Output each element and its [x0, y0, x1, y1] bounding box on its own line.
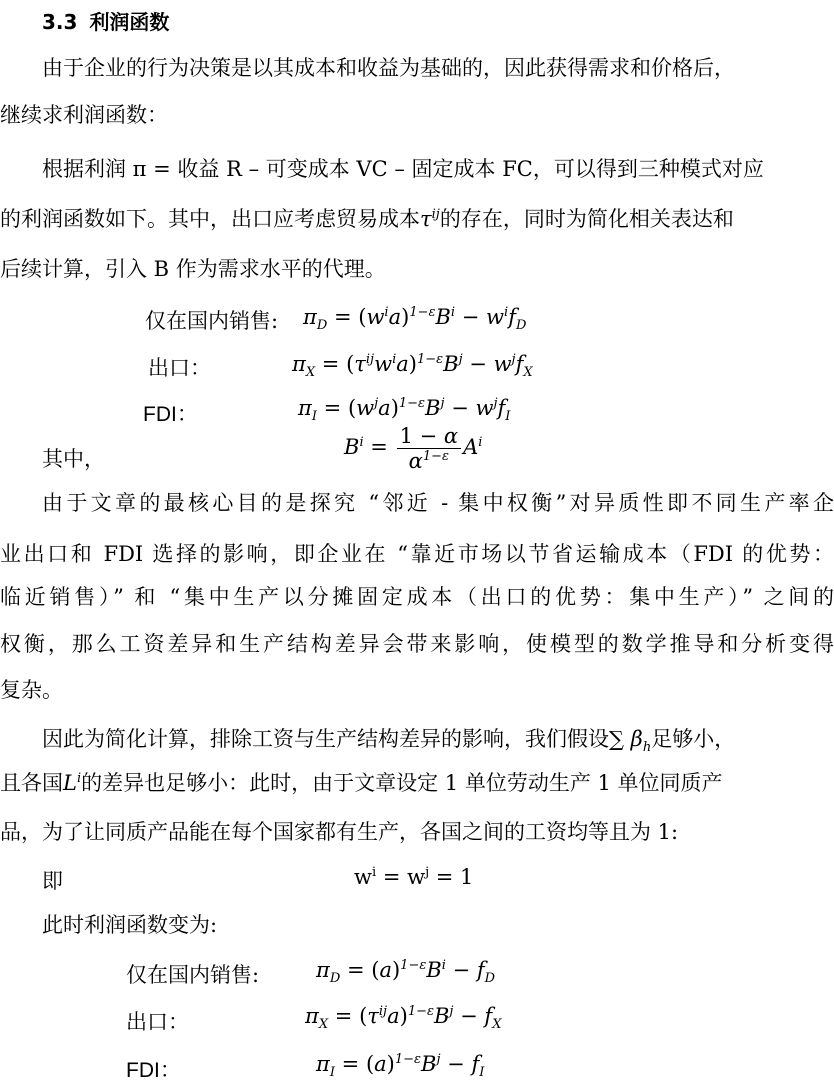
equation-label-fdi-2: FDI： — [126, 1059, 181, 1082]
section-heading — [42, 6, 169, 35]
paragraph-line: 临近销售）” 和 “集中生产以分摊固定成本（出口的优势：集中生产）” 之间的 — [0, 585, 834, 609]
paragraph-line — [0, 769, 834, 797]
equation-label-domestic: 仅在国内销售: — [145, 309, 279, 333]
equation-label-export: 出口： — [148, 356, 211, 380]
paragraph-line: 根据利润 π = 收益 R – 可变成本 VC – 固定成本 FC，可以得到三种模式对应 — [42, 157, 764, 181]
equation-export-2: $\pi_X = (\tau^{ij}a)^{1-\varepsilon}B^j - f_X$ — [305, 1004, 502, 1033]
paragraph-line: 复杂。 — [0, 678, 63, 702]
equation-wage: $w^i = w^j = 1$ — [354, 865, 474, 889]
text-segment: 的存在，同时为简化相关表达和 — [439, 207, 734, 231]
paragraph-line — [0, 725, 834, 756]
text-segment: 的差异也足够小：此时，由于文章设定 1 单位劳动生产 1 单位同质产 — [81, 771, 723, 795]
tau-symbol: $\tau^{ij}$ — [420, 207, 440, 231]
paragraph-line: 继续求利润函数： — [0, 103, 168, 127]
text-segment: 因此为简化计算，排除工资与生产结构差异的影响，我们假设 — [42, 727, 609, 751]
equation-label-export-2: 出口： — [126, 1010, 189, 1034]
ji-label: 即 — [42, 869, 63, 893]
equation-label-fdi: FDI： — [143, 403, 198, 426]
section-number: 3.3 — [42, 10, 78, 34]
l-i-symbol: $L^i$ — [63, 771, 82, 795]
paragraph-line: 后续计算，引入 B 作为需求水平的代理。 — [0, 257, 386, 281]
paragraph-line: 权衡，那么工资差异和生产结构差异会带来影响，使模型的数学推导和分析变得 — [0, 632, 834, 656]
equation-fdi: $\pi_I = (w^ja)^{1-\varepsilon}B^j - w^jf_I$ — [298, 396, 511, 425]
text-segment: 且各国 — [0, 771, 63, 795]
text-segment: 的利润函数如下。其中，出口应考虑贸易成本 — [0, 207, 420, 231]
sum-beta-symbol: ∑ $\beta_h$ — [609, 727, 652, 756]
paragraph-line: 业出口和 FDI 选择的影响，即企业在 “靠近市场以节省运输成本（FDI 的优势： — [0, 542, 834, 566]
text-segment: 足够小， — [651, 727, 736, 751]
equation-b-definition: $B^i$ = $\frac{1 - \alpha}{\alpha^{1-\varepsilon}}$ $A^i$ — [344, 424, 483, 473]
where-label: 其中， — [42, 447, 105, 471]
equation-label-domestic-2: 仅在国内销售: — [126, 963, 260, 987]
paragraph-line: 品，为了让同质产品能在每个国家都有生产，各国之间的工资均等且为 1: — [0, 820, 679, 844]
equation-export: $\pi_X = (\tau^{ij}w^ia)^{1-\varepsilon}B^j - w^jf_X$ — [292, 352, 533, 381]
equation-fdi-2: $\pi_I = (a)^{1-\varepsilon}B^j - f_I$ — [316, 1052, 485, 1081]
equation-domestic-2: $\pi_D = (a)^{1-\varepsilon}B^i - f_D$ — [316, 958, 496, 987]
paragraph-line: 由于文章的最核心目的是探究 “邻近 - 集中权衡”对异质性即不同生产率企 — [42, 491, 834, 515]
paragraph-line — [0, 205, 834, 233]
section-title: 利润函数 — [89, 10, 170, 34]
paragraph-line: 由于企业的行为决策是以其成本和收益为基础的，因此获得需求和价格后， — [42, 56, 735, 80]
equation-domestic: $\pi_D = (w^ia)^{1-\varepsilon}B^i - w^if_D$ — [303, 305, 527, 334]
paragraph-line: 此时利润函数变为: — [42, 913, 218, 937]
